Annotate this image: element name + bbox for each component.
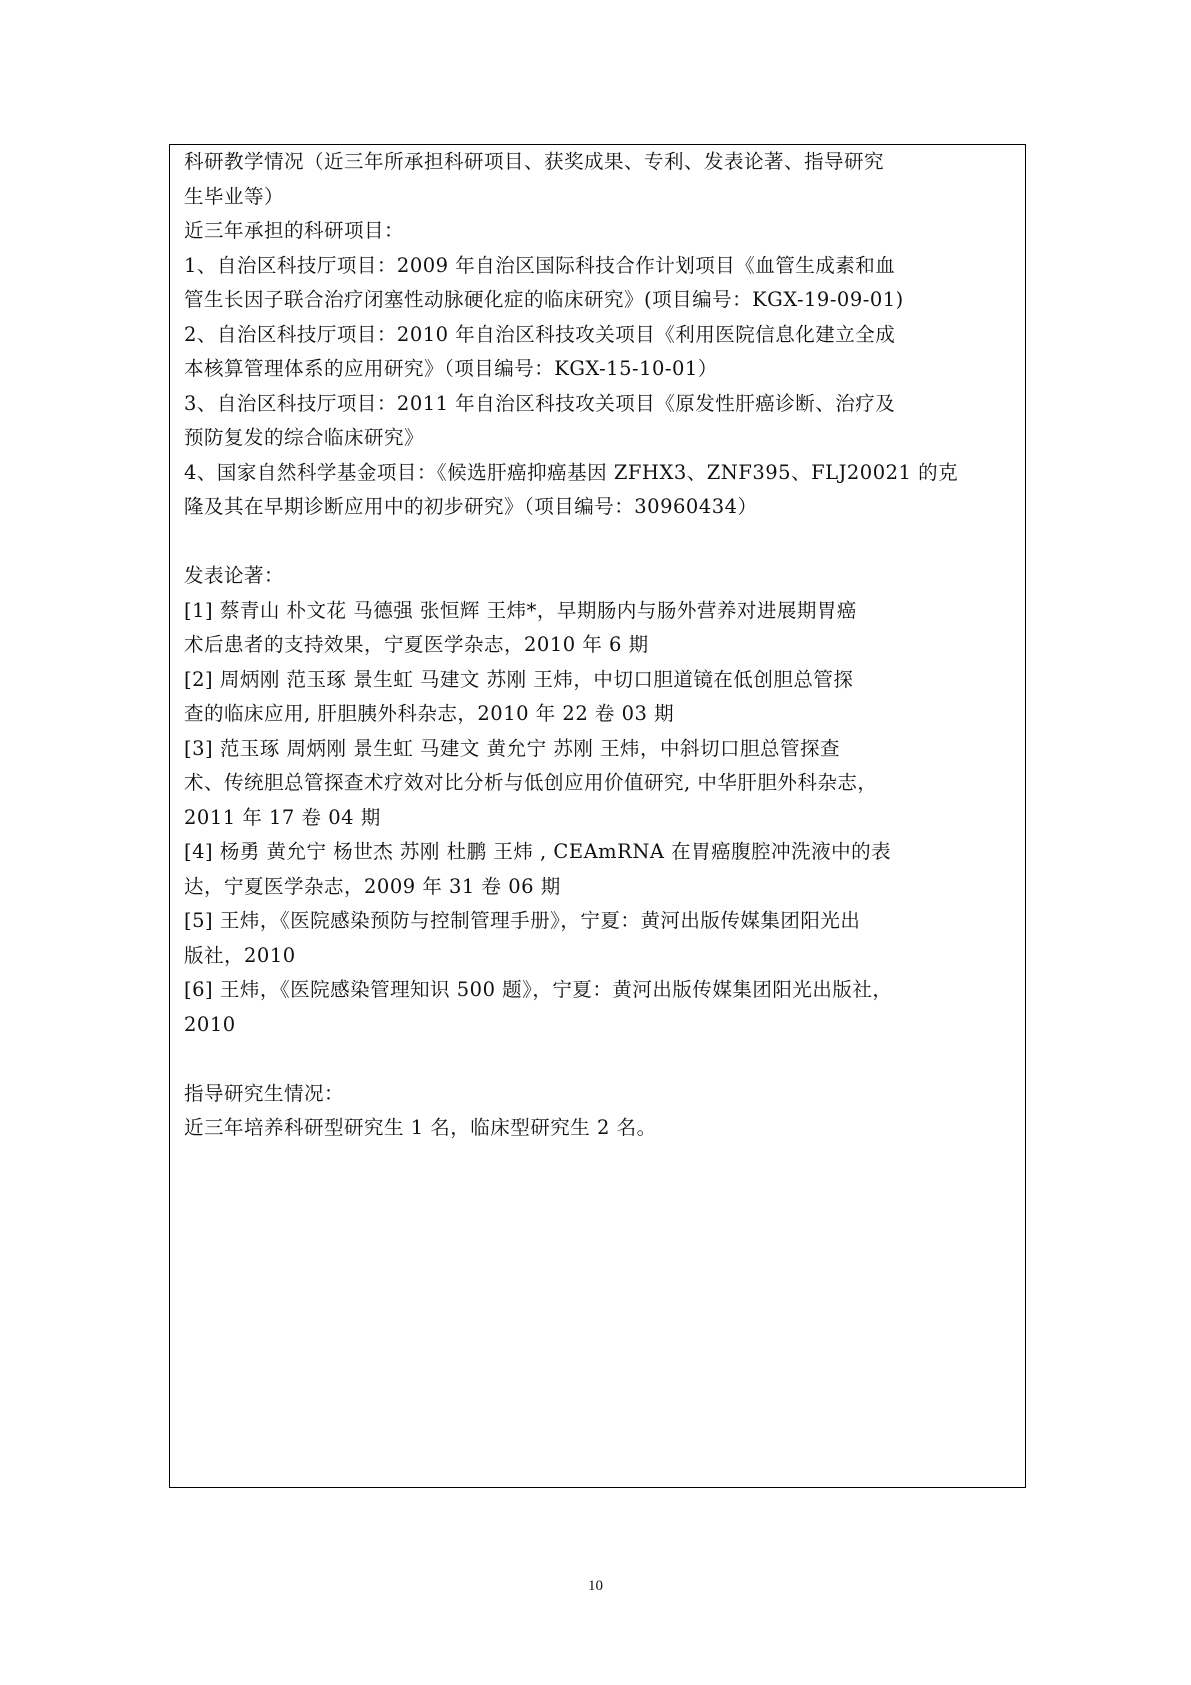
projects-section <box>184 214 1015 525</box>
section-header <box>184 145 1015 214</box>
project-line: 本核算管理体系的应用研究》（项目编号：KGX-15-10-01） <box>184 357 718 380</box>
students-line: 近三年培养科研型研究生 1 名，临床型研究生 2 名。 <box>184 1116 657 1139</box>
project-line: 预防复发的综合临床研究》 <box>184 426 425 449</box>
publication-line: [3] 范玉琢 周炳刚 景生虹 马建文 黄允宁 苏刚 王炜，中斜切口胆总管探查 <box>184 736 841 760</box>
project-line: 3、自治区科技厅项目：2011 年自治区科技攻关项目《原发性肝癌诊断、治疗及 <box>184 391 896 415</box>
research-teaching-table-cell <box>169 144 1026 1488</box>
project-line: 管生长因子联合治疗闭塞性动脉硬化症的临床研究》(项目编号：KGX-19-09-01) <box>184 288 904 311</box>
project-line: 隆及其在早期诊断应用中的初步研究》（项目编号：30960434） <box>184 495 758 518</box>
publication-line: [1] 蔡青山 朴文花 马德强 张恒辉 王炜*，早期肠内与肠外营养对进展期胃癌 <box>184 598 857 622</box>
publication-line: 版社，2010 <box>184 943 296 967</box>
section-header-line: 科研教学情况（近三年所承担科研项目、获奖成果、专利、发表论著、指导研究 <box>184 150 885 173</box>
publication-line: [4] 杨勇 黄允宁 杨世杰 苏刚 杜鹏 王炜 , CEAmRNA 在胃癌腹腔冲洗液中的表 <box>184 840 892 863</box>
projects-title: 近三年承担的科研项目： <box>184 219 405 242</box>
section-header-line: 生毕业等） <box>184 184 285 208</box>
project-line: 1、自治区科技厅项目：2009 年自治区国际科技合作计划项目《血管生成素和血 <box>184 253 896 277</box>
publication-line: 达，宁夏医学杂志，2009 年 31 卷 06 期 <box>184 874 561 898</box>
publication-line: [6] 王炜，《医院感染管理知识 500 题》，宁夏：黄河出版传媒集团阳光出版社， <box>184 978 893 1001</box>
project-line: 2、自治区科技厅项目：2010 年自治区科技攻关项目《利用医院信息化建立全成 <box>184 322 896 346</box>
publication-line: 查的临床应用, 肝胆胰外科杂志，2010 年 22 卷 03 期 <box>184 702 675 725</box>
blank-line <box>184 525 1015 560</box>
publications-title: 发表论著： <box>184 564 285 587</box>
publications-section <box>184 559 1015 1042</box>
publication-line: [5] 王炜，《医院感染预防与控制管理手册》，宁夏：黄河出版传媒集团阳光出 <box>184 909 861 932</box>
publication-line: 2011 年 17 卷 04 期 <box>184 805 381 829</box>
blank-line <box>184 1042 1015 1077</box>
publication-line: 术、传统胆总管探查术疗效对比分析与低创应用价值研究, 中华肝胆外科杂志， <box>184 771 878 794</box>
project-line: 4、国家自然科学基金项目：《候选肝癌抑癌基因 ZFHX3、ZNF395、FLJ20021 的克 <box>184 460 959 484</box>
publication-line: [2] 周炳刚 范玉琢 景生虹 马建文 苏刚 王炜，中切口胆道镜在低创胆总管探 <box>184 667 854 691</box>
publication-line: 术后患者的支持效果，宁夏医学杂志，2010 年 6 期 <box>184 633 649 656</box>
students-title: 指导研究生情况： <box>184 1081 345 1105</box>
students-section <box>184 1077 1015 1146</box>
page-number: 10 <box>588 1578 603 1594</box>
publication-line: 2010 <box>184 1012 236 1036</box>
